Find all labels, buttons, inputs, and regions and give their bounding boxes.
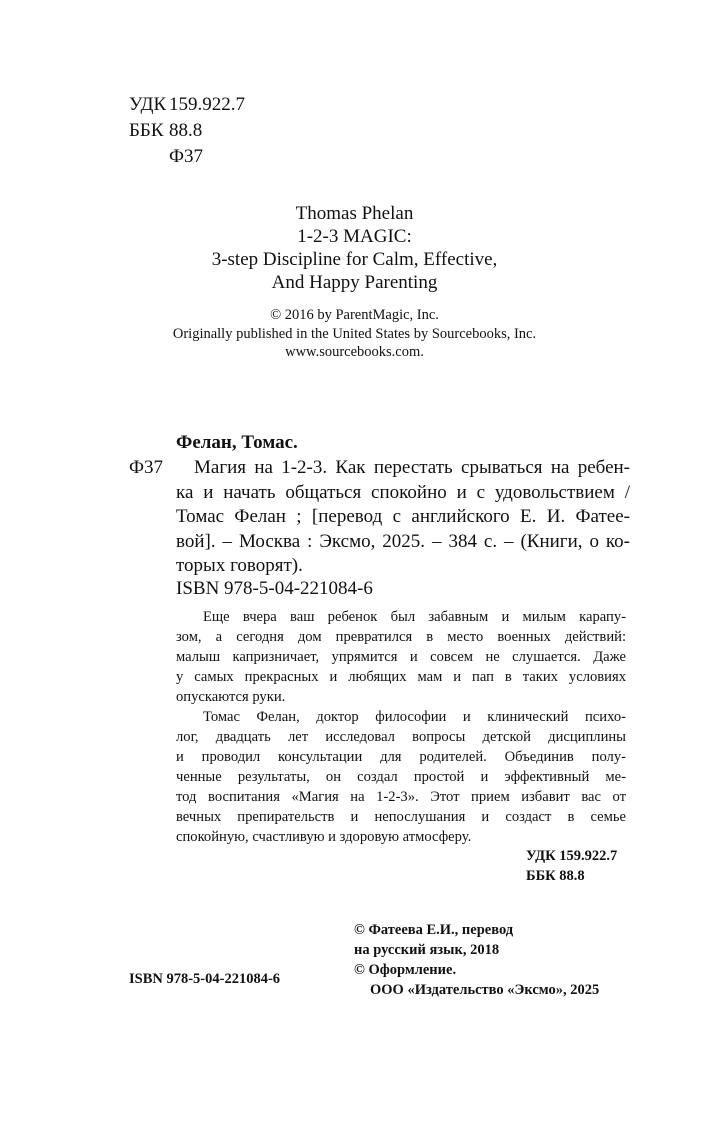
udk-line xyxy=(129,92,245,118)
annotation-line: Еще вчера ваш ребенок был забавным и милым карапу- xyxy=(203,609,626,625)
credit-line: © Фатеева Е.И., перевод xyxy=(354,922,514,938)
credit-line: ООО «Издательство «Эксмо», 2025 xyxy=(370,982,600,998)
annotation-line: малыш капризничает, упрямится и совсем не слушается. Даже xyxy=(176,649,626,665)
copyright-line: © 2016 by ParentMagic, Inc. xyxy=(270,307,439,323)
copyright-line: Originally published in the United States by Sourcebooks, Inc. xyxy=(172,325,537,342)
original-title-line: 3-step Discipline for Calm, Effective, xyxy=(211,249,498,270)
entry-description xyxy=(176,456,630,579)
annotation-line: вечных препирательств и непослушания и создаст в семье xyxy=(176,809,626,825)
annotation-line: лог, двадцать лет исследовал вопросы детской дисциплины xyxy=(176,729,626,745)
entry-author-sign: Ф37 xyxy=(129,457,164,478)
bbk-value: 88.8 xyxy=(169,120,203,141)
annotation-line: ченные результаты, он создал простой и эффективный ме- xyxy=(176,769,626,785)
bbk-line xyxy=(129,118,202,144)
annotation-line: тод воспитания «Магия на 1-2-3». Этот прием избавит вас от xyxy=(176,789,626,805)
entry-line: Томас Фелан ; [перевод с английского Е. И. Фатее- xyxy=(176,506,630,527)
credit-line: на русский язык, 2018 xyxy=(354,942,500,958)
original-title-block xyxy=(0,202,709,294)
copyright-line: www.sourcebooks.com. xyxy=(285,344,424,360)
annotation-line: опускаются руки. xyxy=(176,689,286,705)
original-author: Thomas Phelan xyxy=(295,203,414,224)
original-title-line: 1-2-3 MAGIC: xyxy=(297,226,412,247)
udk-value: 159.922.7 xyxy=(169,94,245,115)
annotation-line: спокойную, счастливую и здоровую атмосферу. xyxy=(176,829,472,845)
annotation-line: Томас Фелан, доктор философии и клинический психо- xyxy=(203,709,626,725)
bbk-code-right: ББК 88.8 xyxy=(526,868,585,884)
credit-line: © Оформление. xyxy=(354,962,457,978)
annotation xyxy=(176,607,626,847)
entry-line: Магия на 1-2-3. Как перестать срываться на ребен- xyxy=(194,457,630,478)
entry-line: торых говорят). xyxy=(176,555,303,576)
annotation-line: у самых прекрасных и любящих мам и пап в таких условиях xyxy=(176,669,626,685)
author-sign-top: Ф37 xyxy=(169,146,204,167)
entry-line: ка и начать общаться спокойно и с удовольствием / xyxy=(176,481,630,503)
original-copyright-block xyxy=(0,306,709,362)
udk-code-right: УДК 159.922.7 xyxy=(526,848,618,864)
bbk-label: ББК xyxy=(129,120,164,141)
udk-label: УДК xyxy=(129,94,167,115)
entry-isbn: ISBN 978-5-04-221084-6 xyxy=(176,578,373,599)
copyright-credits xyxy=(354,920,599,1000)
footer-isbn: ISBN 978-5-04-221084-6 xyxy=(129,971,281,987)
original-title-line: And Happy Parenting xyxy=(271,272,438,293)
entry-heading: Фелан, Томас. xyxy=(176,432,298,453)
entry-line: вой]. – Москва : Эксмо, 2025. – 384 с. – (Книги, о ко- xyxy=(176,530,630,552)
annotation-line: зом, а сегодня дом превратился в место военных действий: xyxy=(176,629,626,645)
annotation-line: и проводил консультации для родителей. Объединив полу- xyxy=(176,749,626,765)
classification-codes-right xyxy=(526,846,617,886)
